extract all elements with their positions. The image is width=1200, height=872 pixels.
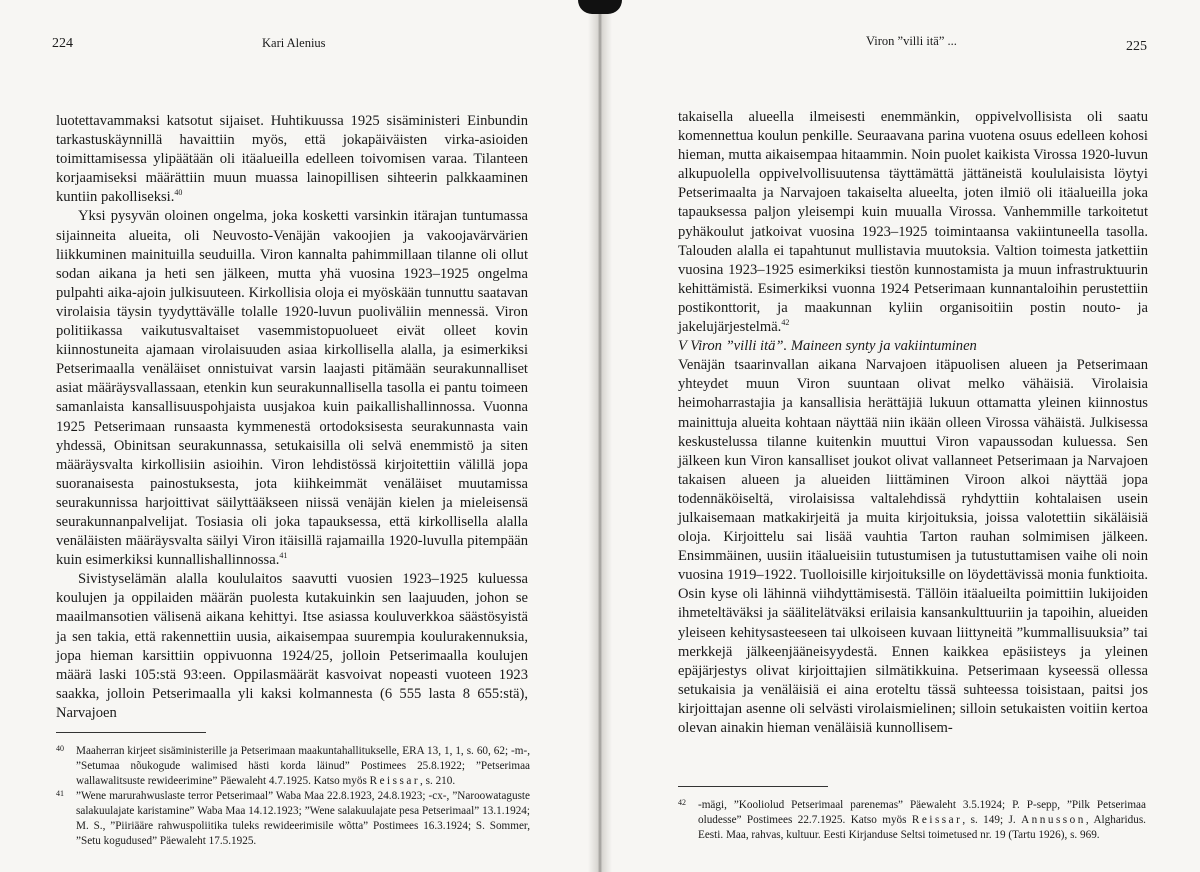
book-gutter [588,0,612,872]
right-page [610,0,1200,872]
footnote: 41 ”Wene marurahwuslaste terror Petserimaal” Waba Maa 22.8.1923, 24.8.1923; -cx-, ”Naroowataguste salakuulajate karistamine” Waba Maa 14.12.1923; ”Wene salakuulajate pesa Petserimaal” 13.1.1924; M. S., ”Piiriääre rahwuspoliitika tuleks rewideerimisile wõtta” Postimees 16.3.1924; S. Sommer, ”Setu kogudused” Päewaleht 17.5.1925. [56,789,530,847]
footnote: 42 -mägi, ”Kooliolud Petserimaal parenemas” Päewaleht 3.5.1924; P. P-sepp, ”Pilk Petserimaa oludesse” Postimees 22.7.1925. Katso myös Reissar, s. 149; J. Annusson, Algharidus. Eesti. Maa, rahvas, kultuur. Eesti Kirjanduse Seltsi toimetused nr. 19 (Tartu 1926), s. 969. [678,798,1146,841]
footnote: 40 Maaherran kirjeet sisäministerille ja Petserimaan maakuntahallitukselle, ERA 13, 1, 1, s. 60, 62; -m-, ”Setumaa nõukogude walimised hästi korda läinud” Postimees 25.8.1922; ”Petserimaa wallawalitsuste rewideerimine” Päewaleht 4.7.1925. Katso myös Reissar, s. 210. [56,744,530,787]
footnote-rule [56,732,206,733]
paragraph: Yksi pysyvän oloinen ongelma, joka kosketti varsinkin itärajan tuntumassa sijainneita alueita, oli Neuvosto-Venäjän vakoojien ja vakoojavärvärien liikkuminen mainituilla seuduilla. Viron kannalta pahimmillaan tilanne oli ollut sodan aikana ja heti sen jälkeen, mutta yhä vuosina 1923–1925 ongelma pulpahti aika-ajoin julkisuuteen. Kirkollisia oloja ei myöskään tunnuttu saatavan virolaisia täysin tyydyttävälle tolalle 1920-luvun puoliväliin mennessä. Viron politiikassa vaikutusvaltaiset vasemmistopuolueet eivät olleet kovin kiinnostuneita ajamaan virolaisuuden asiaa kirkollisella alalla, ja esimerkiksi Petserimaalla venäläiset onnistuivat varsin laajasti pitämään seurakunnalliset asiat määräysvallassaan, etenkin kun seurakunnallisella tasolla ei pantu toimeen samanlaista kansallisuuspohjaista uusjakoa kuin paikallishallinnossa. Vuonna 1925 Petserimaan runsaasta kymmenestä ortodoksisesta seurakunnasta vain yhdessä, Obinitsan seurakunnassa, setukaisilla oli selvä enemmistö ja siten määräysvalta kirkollisiin asioihin. Viron lehdistössä kirjoitettiin välillä jopa suoranaisesta painostuksesta, jota kiihkeimmät venäläiset muutamissa seurakunnissa harjoittivat säilyttääkseen niissä venäjän kielen ja mieleisensä seurakunnanpalvelijat. Tosiasia oli joka tapauksessa, että kirkollisella alalla venäläisten määräysvalta säilyi Viron itäisillä rajamailla 1920-luvulla pitempään kuin esimerkiksi kunnallishallinnossa.$^{41}$ [56,208,528,569]
paragraph: Venäjän tsaarinvallan aikana Narvajoen itäpuolisen alueen ja Petserimaan yhteydet muun Viron suuntaan olivat melko vähäisiä. Virolaisia heimoharrastajia ja kansallisia herättäjiä lukuun ottamatta yleinen kiinnostus mainittuja alueita kohtaan näyttää niin ikään olleen Virossa vähäistä. Julkisessa keskustelussa tilanne kuitenkin muuttui Viron vapaussodan kuluessa. Sen jälkeen kun Viron kansalliset joukot olivat vallanneet Petserimaan ja Narvajoen takaisen alueen ja alueiden liittäminen Viroon alkoi näyttää jopa todennäköiseltä, virolaisissa valtalehdissä ryhdyttiin kohtalaisen usein julkaisemaan matkakirjeitä ja muita kirjoituksia, joissa valotettiin sikäläisiä oloja. Kirjoittelu sai lisää vauhtia Tarton rauhan solmimisen jälkeen. Ensimmäinen, uusiin itäalueisiin tutustumisen ja tutustuttamisen vaihe oli noin vuosina 1919–1922. Tuolloisille kirjoituksille on löydettävissä monia funktioita. Osin kyse oli lähinnä viihdyttämisestä. Tällöin itäalueilta poimittiin lukijoiden ihmeteltäväksi ja säälitelätväksi erilaisia kansankulttuuriin ja tapoihin, alueiden yleiseen kehitysasteeseen tai ulkoiseen kuvaan liittyneitä ”kummallisuuksia” tai merkkejä jälkeenjääneisyydestä. Ennen kaikkea epäsiisteys ja yleinen epäjärjestys olivat kirjoittajien silmätikkuina. Petserimaan kyseessä ollessa setukaisia ja venäläisiä ei aina eroteltu tässä suhteessa toisistaan, paitsi jos kirjoittajan asenne oli selvästi virolaismielinen; silloin setukaisten voitiin kertoa olevan ainakin hieman venäläisiä kunnollisem- [678,357,1148,736]
footnote-ref: 42 [781,318,790,328]
left-page [0,0,590,872]
paragraph: Sivistyselämän alalla koululaitos saavutti vuosien 1923–1925 kuluessa koulujen ja oppilaiden määrän puolesta kutakuinkin sen laajuuden, johon se maailmansotien välisenä aikana kehittyi. Itse asiassa kouluverkkoa säästösyistä ja sen takia, että rakennettiin uusia, aikaisempaa suurempia koulurakennuksia, jopa hieman karsittiin oppivuonna 1924/25, jolloin Petserimaalla koulujen määrä laski 105:stä 93:een. Oppilasmäärät kasvoivat nopeasti vuoteen 1923 saakka, jolloin Petserimaalla yli kaksi kolmannesta (6 555 lasta 8 655:stä), Narvajoen [56,571,528,721]
page-number: 224 [52,36,73,51]
paragraph: luotettavammaksi katsotut sijaiset. Huhtikuussa 1925 sisäministeri Einbundin tarkastuskäynnillä havaittiin myös, että jokapäiväisten virka-asioiden toimittamisessa ylipäätään oli itäalueilla edelleen toivomisen varaa. Tilanteen korjaamiseksi määrättiin muun muassa lainopillisen sihteerin palkkaaminen kuntiin pakolliseksi.$^{40}$ [56,113,528,206]
footnote-rule [678,786,828,787]
paragraph: takaisella alueella ilmeisesti enemmänkin, oppivelvollisista oli saatu komennettua koulun penkille. Seuraavana parina vuotena osuus edelleen kohosi hieman, mutta aikaisempaa hitaammin. Noin puolet kaikista Virossa 1920-luvun alkupuolella oppivelvollisuutensa täyttämättä jättäneistä koululaisista löytyi Petserimaalta ja Narvajoen takaiselta alueelta, joten ilmiö oli itäalueilla joka tapauksessa paljon yleisempi kuin muualla Virossa. Vanhemmille tarkoitetut pyhäkoulut jatkoivat vuosina 1923–1925 toimintaansa vakiintuneella tasolla. Talouden alalla ei tapahtunut mullistavia muutoksia. Valtion toimesta jatkettiin vuosina 1923–1925 esimerkiksi tiestön kunnostamista ja muun infrastruktuurin kehittämistä. Esimerkiksi vuonna 1924 Petserimaan kunnantaloihin perustettiin postikonttorit, ja maakunnan kyliin organisoitiin postin nouto- ja jakelujärjestelmä.$^{42}$ [678,109,1148,336]
page-number: 225 [1126,39,1147,54]
section-heading: V Viron ”villi itä”. Maineen synty ja vakiintuminen [678,338,977,355]
body-text [678,108,1148,738]
body-text [56,112,528,723]
footnotes [678,798,1146,843]
footnote-ref: 40 [174,188,183,198]
running-head: Viron ”villi itä” ... [866,34,957,48]
footnote-ref: 41 [279,551,288,561]
footnotes [56,744,530,849]
running-head: Kari Alenius [262,36,326,50]
